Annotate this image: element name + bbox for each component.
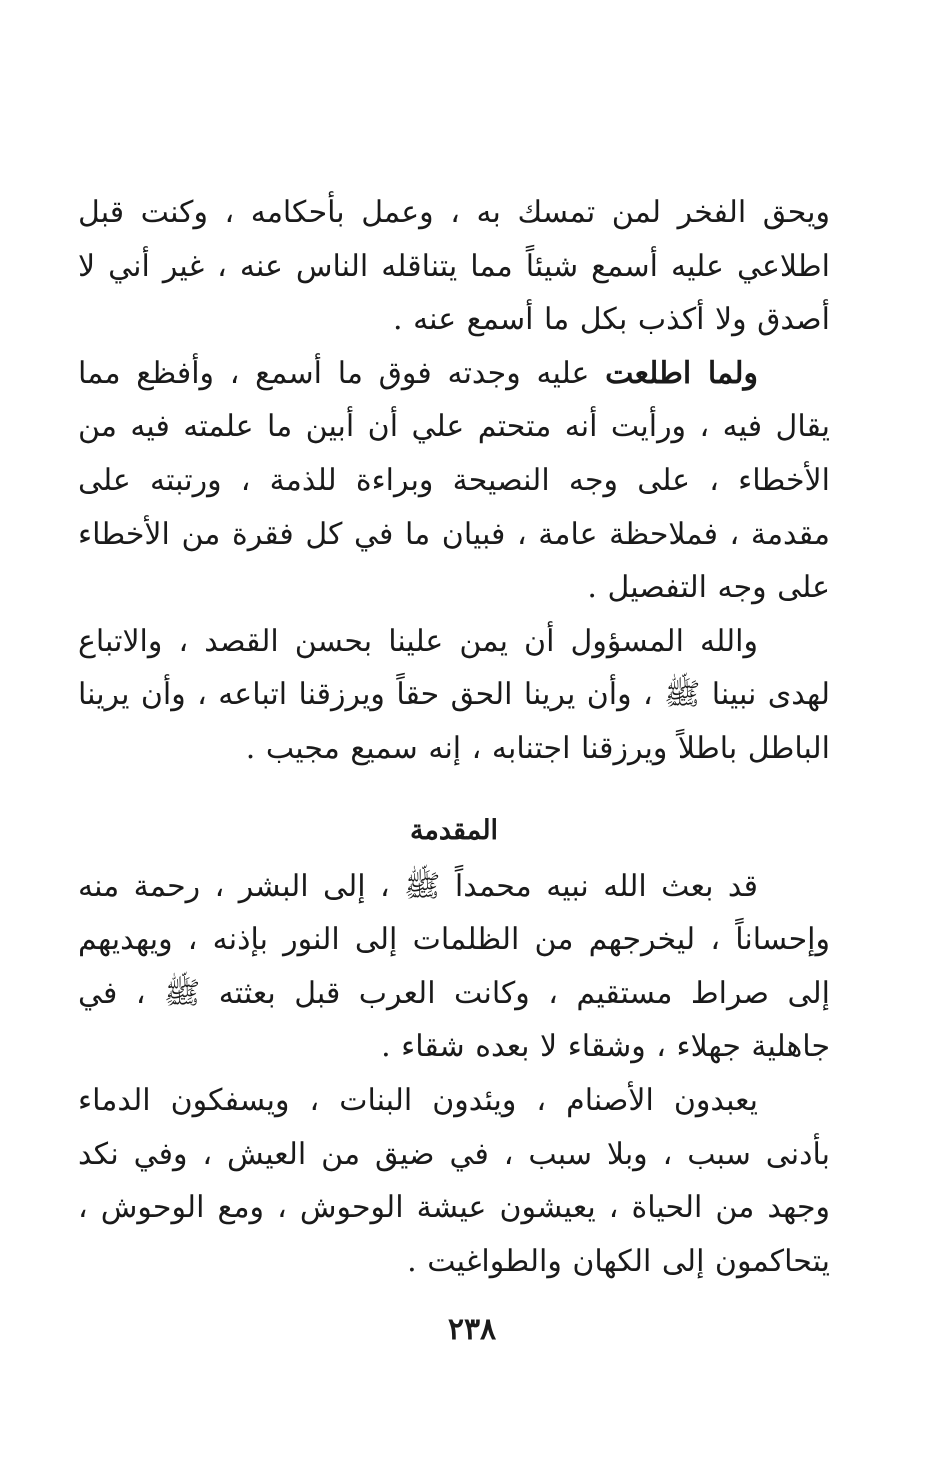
- paragraph-2: [78, 347, 830, 615]
- section-heading: المقدمة: [409, 814, 499, 846]
- section-paragraph-2: يعبدون الأصنام ، ويئدون البنات ، ويسفكون الدماء بأدنى سبب ، وبلا سبب ، في ضيق من العيش ، وفي نكد وجهد من الحياة ، يعيشون عيشة الوحوش ، ومع الوحوش ، يتحاكمون إلى الكهان والطواغيت .: [78, 1082, 830, 1279]
- paragraph-3: والله المسؤول أن يمن علينا بحسن القصد ، والاتباع لهدى نبينا ﷺ ، وأن يرينا الحق حقاً ويرزقنا اتباعه ، وأن يرينا الباطل باطلاً ويرزقنا اجتنابه ، إنه سميع مجيب .: [78, 623, 830, 766]
- page-text: [78, 186, 830, 1288]
- section-paragraph-1: قد بعث الله نبيه محمداً ﷺ ، إلى البشر ، رحمة منه وإحساناً ، ليخرجهم من الظلمات إلى النور بإذنه ، ويهديهم إلى صراط مستقيم ، وكانت العرب قبل بعثته ﷺ ، في جاهلية جهلاء ، وشقاء لا بعده شقاء .: [78, 868, 830, 1065]
- paragraph-1: ويحق الفخر لمن تمسك به ، وعمل بأحكامه ، وكنت قبل اطلاعي عليه أسمع شيئاً مما يتناقله الناس عنه ، غير أني لا أصدق ولا أكذب بكل ما أسمع عنه .: [78, 195, 830, 338]
- paragraph-2-bold-lead: ولما اطلعت: [605, 355, 758, 391]
- paragraph-2-text: عليه وجدته فوق ما أسمع ، وأفظع مما يقال فيه ، ورأيت أنه متحتم علي أن أبين ما علمته فيه من الأخطاء ، على وجه النصيحة وبراءة للذمة ، ورتبته على مقدمة ، فملاحظة عامة ، فبيان ما في كل فقرة من الأخطاء على وجه التفصيل .: [78, 355, 830, 606]
- page-number: ٢٣٨: [447, 1312, 497, 1347]
